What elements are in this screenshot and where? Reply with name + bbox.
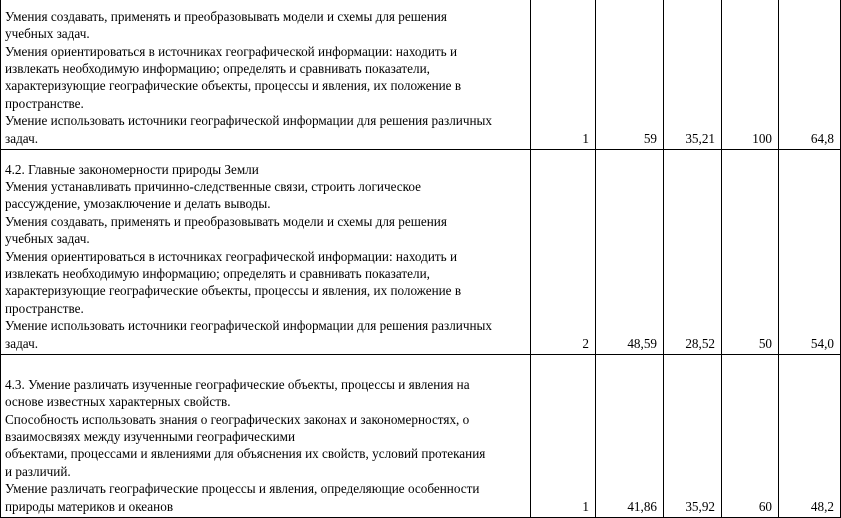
description-line: природы материков и океанов	[5, 498, 174, 514]
description-line: Умения устанавливать причинно-следственные связи, строить логическое	[5, 178, 421, 194]
cell-value-2: 41,86	[596, 355, 664, 518]
description-line: учебных задач.	[5, 26, 90, 42]
cell-task-count: 2	[531, 150, 596, 355]
row-description	[1, 355, 531, 518]
cell-value-5: 64,8	[779, 0, 841, 150]
cell-task-count: 1	[531, 355, 596, 518]
cell-value-5: 54,0	[779, 150, 841, 355]
description-line: рассуждение, умозаключение и делать выводы.	[5, 196, 271, 212]
description-line: извлекать необходимую информацию; определять и сравнивать показатели,	[5, 265, 430, 281]
description-line: взаимосвязях между изученными географическими	[5, 428, 296, 444]
cell-value-2: 48,59	[596, 150, 664, 355]
table-row	[1, 0, 841, 150]
description-line: объектами, процессами и явлениями для объяснения их свойств, условий протекания	[5, 446, 486, 462]
description-line: извлекать необходимую информацию; определять и сравнивать показатели,	[5, 60, 430, 76]
row-description	[1, 150, 531, 355]
description-line: и различий.	[5, 463, 71, 479]
description-line: характеризующие географические объекты, процессы и явления, их положение в	[5, 283, 462, 299]
description-line: Способность использовать знания о географических законах и закономерностях, о	[5, 411, 470, 427]
description-line: Умение использовать источники географической информации для решения различных	[5, 318, 492, 334]
description-line: пространстве.	[5, 300, 84, 316]
description-line: основе известных характерных свойств.	[5, 394, 231, 410]
cell-value-4: 60	[722, 355, 779, 518]
cell-value-2: 59	[596, 0, 664, 150]
description-line: задач.	[5, 130, 39, 146]
description-line: 4.2. Главные закономерности природы Земли	[5, 161, 259, 177]
description-line: характеризующие географические объекты, процессы и явления, их положение в	[5, 78, 462, 94]
description-line: 4.3. Умение различать изученные географические объекты, процессы и явления на	[5, 376, 470, 392]
description-line: Умения создавать, применять и преобразовывать модели и схемы для решения	[5, 213, 447, 229]
description-line: Умения создавать, применять и преобразовывать модели и схемы для решения	[5, 8, 447, 24]
cell-value-4: 100	[722, 0, 779, 150]
description-line: задач.	[5, 335, 39, 351]
cell-value-4: 50	[722, 150, 779, 355]
row-description	[1, 0, 531, 150]
description-line: Умение использовать источники географической информации для решения различных	[5, 113, 492, 129]
cell-task-count: 1	[531, 0, 596, 150]
description-line: Умения ориентироваться в источниках географической информации: находить и	[5, 248, 458, 264]
cell-value-3: 35,92	[664, 355, 722, 518]
description-line: пространстве.	[5, 95, 84, 111]
cell-value-3: 35,21	[664, 0, 722, 150]
cell-value-5: 48,2	[779, 355, 841, 518]
cell-value-3: 28,52	[664, 150, 722, 355]
description-line: Умения ориентироваться в источниках географической информации: находить и	[5, 43, 458, 59]
description-line: Умение различать географические процессы и явления, определяющие особенности	[5, 481, 480, 497]
table-row	[1, 355, 841, 518]
description-line: учебных задач.	[5, 231, 90, 247]
table-row	[1, 150, 841, 355]
